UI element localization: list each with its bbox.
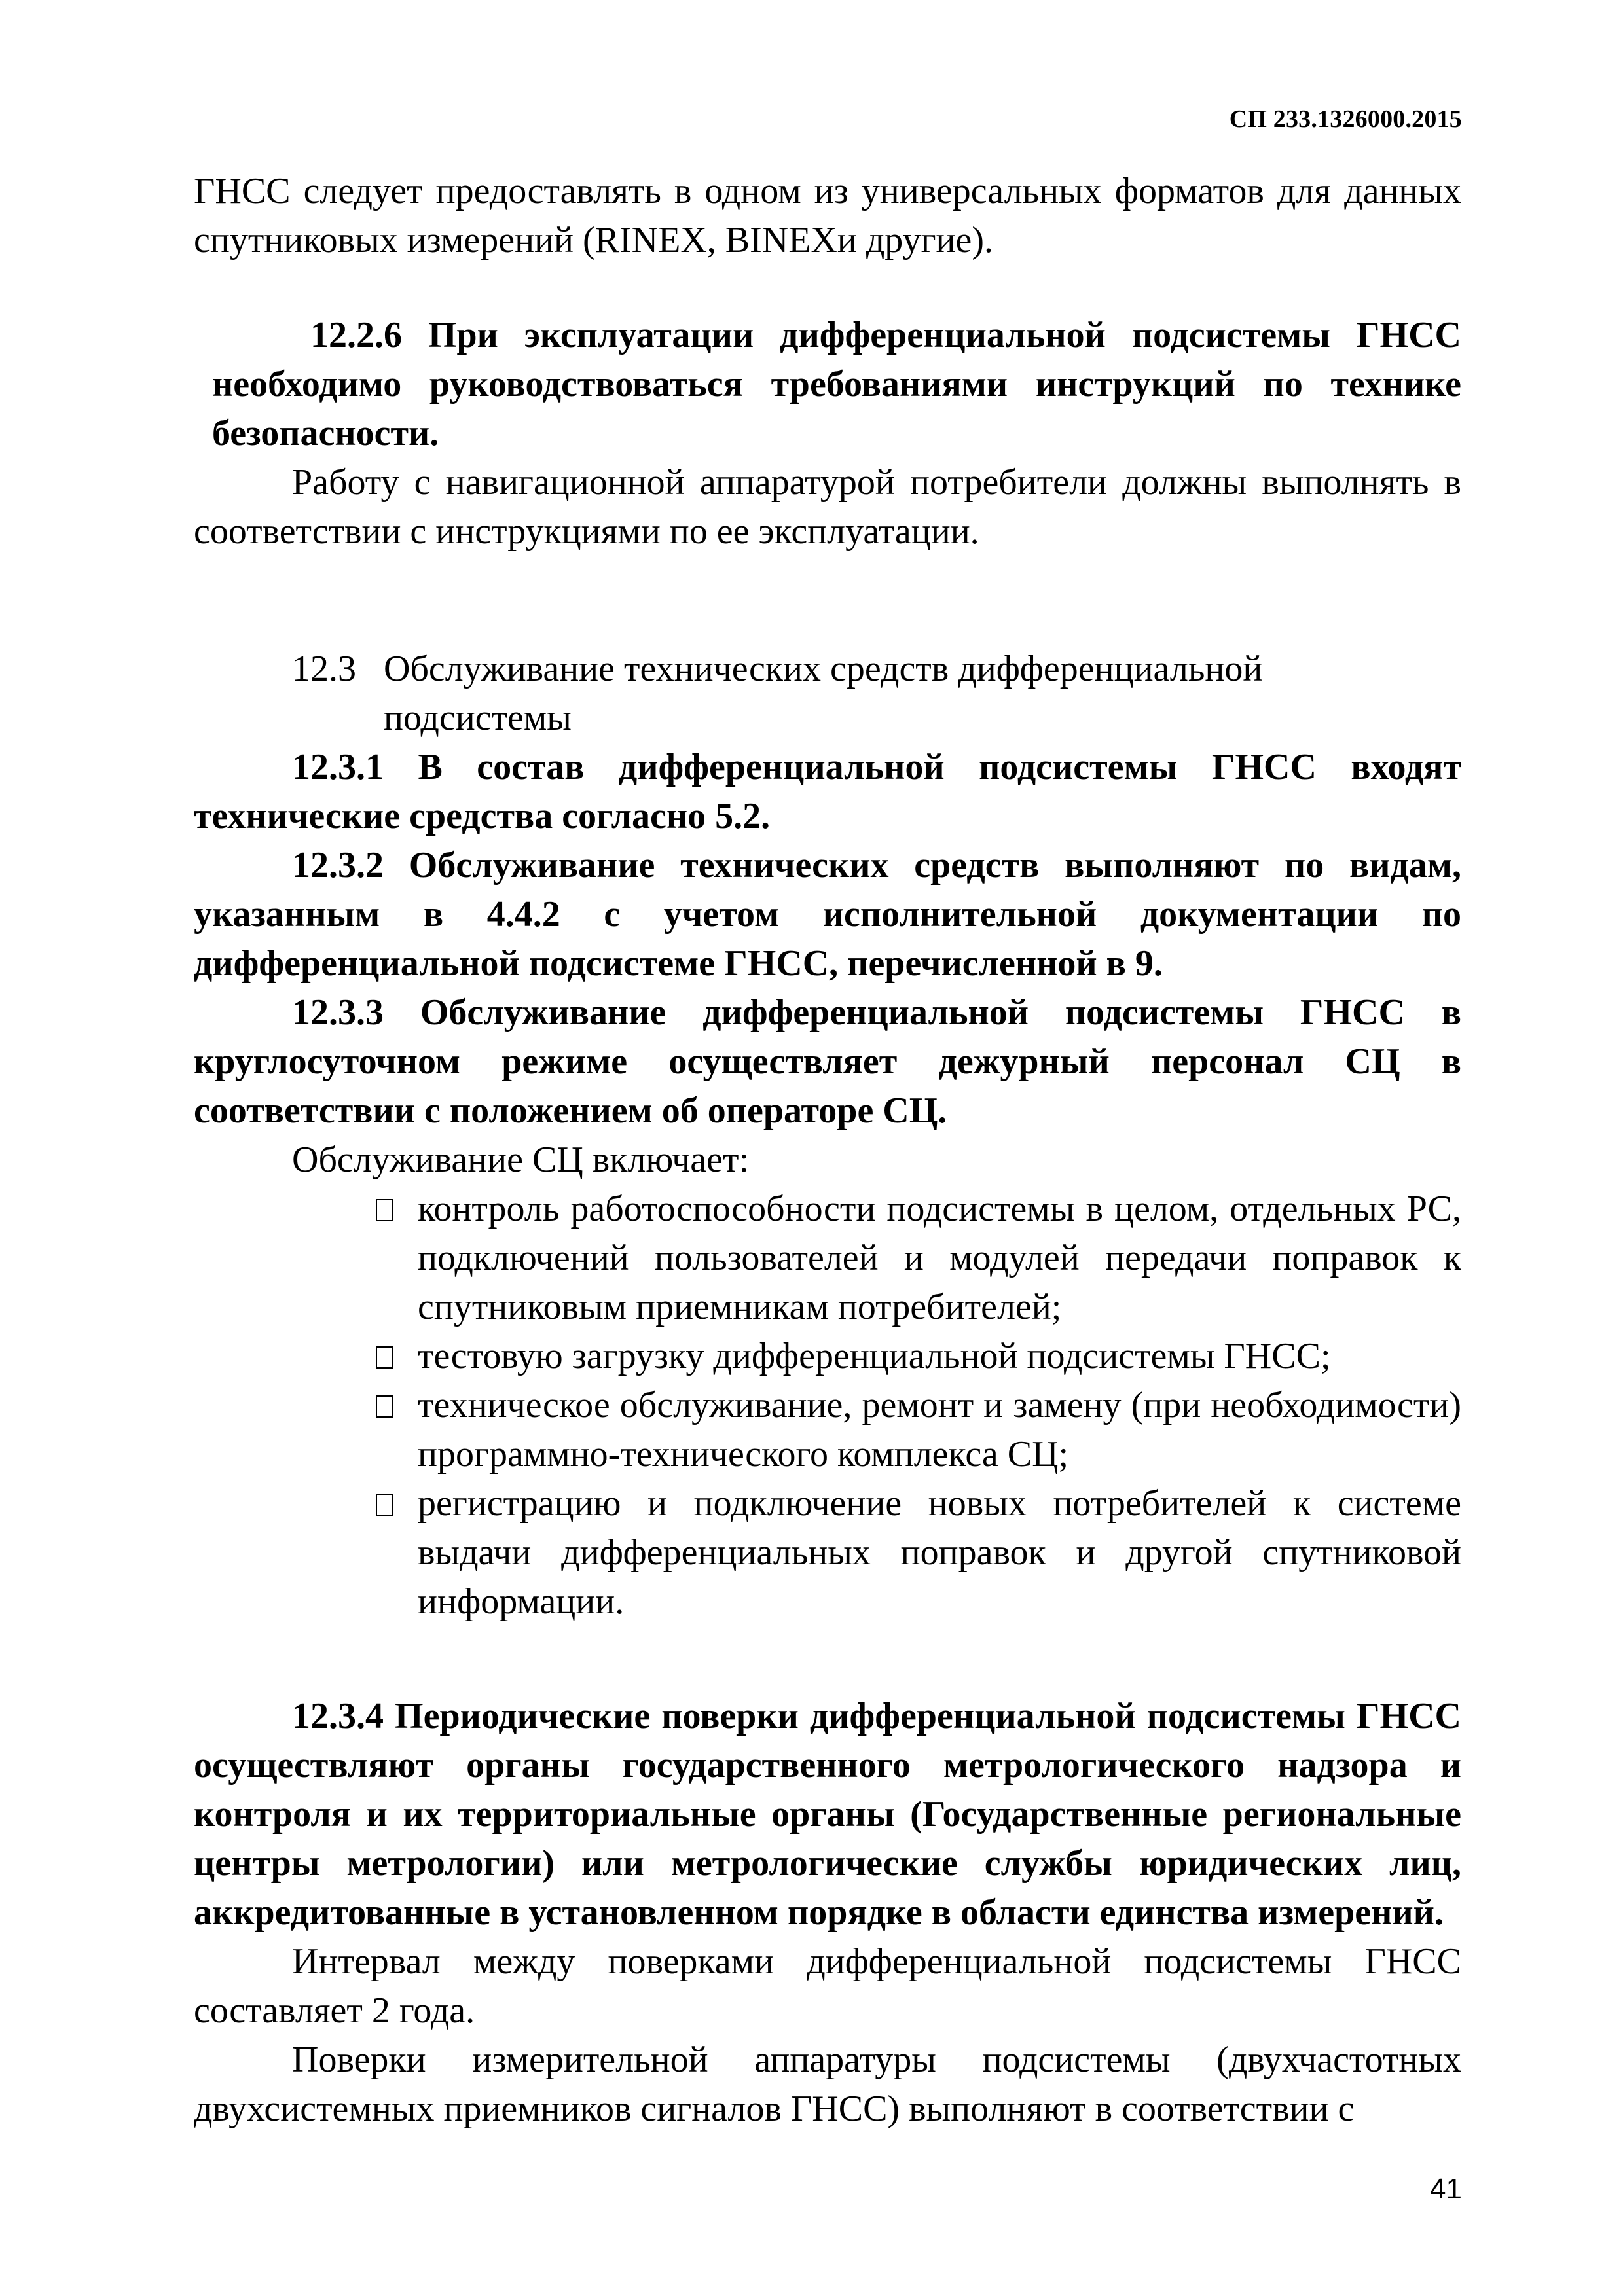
- list-item-text: контроль работоспособности подсистемы в целом, отдельных РС, подключений пользователей и модулей передачи поправок к спутниковым приемникам потребителей;: [418, 1189, 1461, 1327]
- paragraph-continuation: ГНСС следует предоставлять в одном из универсальных форматов для данных спутниковых измерений (RINEX, BINEXи другие).: [194, 171, 1461, 260]
- clause-12-3-1: 12.3.1 В состав дифференциальной подсистемы ГНСС входят технические средства согласно 5.2.: [194, 747, 1461, 836]
- paragraph-operation-instructions: Работу с навигационной аппаратурой потребители должны выполнять в соответствии с инструкциями по ее эксплуатации.: [194, 462, 1461, 552]
- list-item-text: тестовую загрузку дифференциальной подсистемы ГНСС;: [418, 1336, 1331, 1376]
- checkbox-bullet-icon: [374, 1479, 418, 1626]
- checkbox-bullet-icon: [374, 1381, 418, 1479]
- clause-12-3-2: 12.3.2 Обслуживание технических средств выполняют по видам, указанным в 4.4.2 с учетом исполнительной документации по дифференциальной подсистеме ГНСС, перечисленной в 9.: [194, 845, 1461, 984]
- checkbox-bullet-icon: [374, 1185, 418, 1332]
- section-number: 12.3: [292, 649, 356, 689]
- list-item: [374, 1381, 1461, 1479]
- list-item-text: регистрацию и подключение новых потребителей к системе выдачи дифференциальных поправок и другой спутниковой информации.: [418, 1483, 1461, 1622]
- paragraph-verification-interval: Интервал между поверками дифференциальной подсистемы ГНСС составляет 2 года.: [194, 1941, 1461, 2031]
- clause-12-3-3: 12.3.3 Обслуживание дифференциальной подсистемы ГНСС в круглосуточном режиме осуществляет дежурный персонал СЦ в соответствии с положением об операторе СЦ.: [194, 992, 1461, 1131]
- clause-12-3-4: 12.3.4 Периодические поверки дифференциальной подсистемы ГНСС осуществляют органы государственного метрологического надзора и контроля и их территориальные органы (Государственные региональные центры метрологии) или метрологические службы юридических лиц, аккредитованные в установленном порядке в области единства измерений.: [194, 1696, 1461, 1933]
- section-heading-12-3: [292, 645, 1461, 743]
- page-number: 41: [1430, 2173, 1462, 2205]
- checkbox-bullet-icon: [374, 1332, 418, 1381]
- section-title: Обслуживание технических средств дифференциальной подсистемы: [384, 649, 1263, 738]
- paragraph-sc-includes: Обслуживание СЦ включает:: [292, 1139, 750, 1180]
- paragraph-equipment-verification: Поверки измерительной аппаратуры подсистемы (двухчастотных двухсистемных приемников сигналов ГНСС) выполняют в соответствии с: [194, 2039, 1461, 2129]
- page-content: [194, 167, 1461, 2134]
- list-item: [374, 1332, 1461, 1381]
- clause-12-2-6: 12.2.6 При эксплуатации дифференциальной подсистемы ГНСС необходимо руководствоваться требованиями инструкций по технике безопасности.: [212, 315, 1461, 454]
- document-code-header: СП 233.1326000.2015: [1229, 105, 1462, 133]
- sc-maintenance-list: [194, 1185, 1461, 1626]
- list-item: [374, 1185, 1461, 1332]
- list-item-text: техническое обслуживание, ремонт и замену (при необходимости) программно-технического комплекса СЦ;: [418, 1385, 1461, 1475]
- list-item: [374, 1479, 1461, 1626]
